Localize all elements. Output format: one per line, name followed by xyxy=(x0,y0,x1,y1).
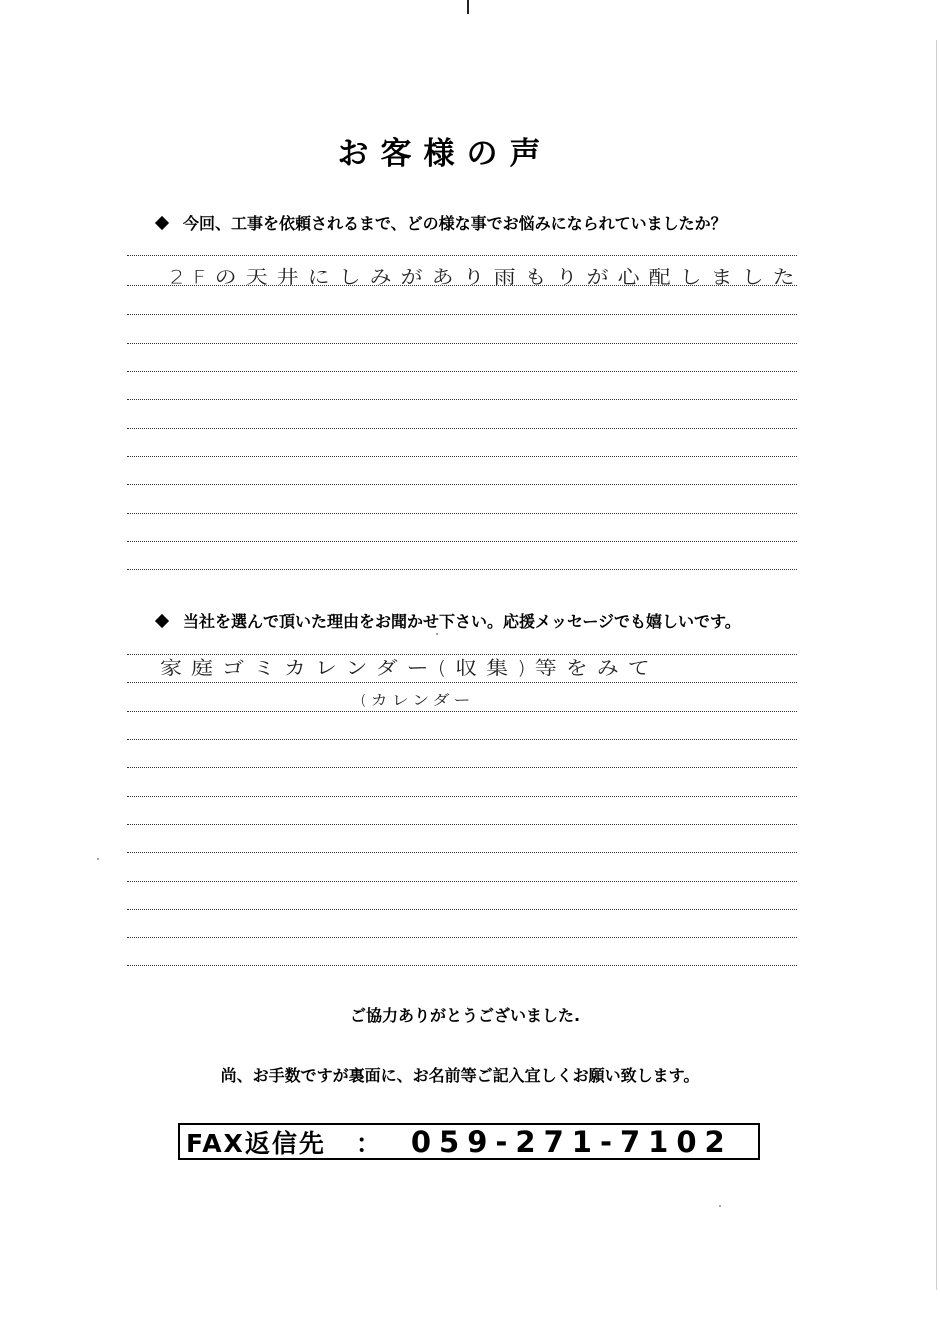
thanks-message: ご協力ありがとうございました. xyxy=(349,1006,581,1025)
ruled-line xyxy=(127,541,797,542)
ruled-line xyxy=(127,682,797,683)
ruled-line xyxy=(127,428,797,429)
ruled-line xyxy=(127,937,797,938)
question-2-label: 当社を選んで頂いた理由をお聞かせ下さい。応援メッセージでも嬉しいです。 xyxy=(183,612,741,631)
ruled-line xyxy=(127,881,797,882)
ruled-line xyxy=(127,824,797,825)
diamond-bullet-icon xyxy=(155,215,169,229)
scan-speck xyxy=(719,1205,721,1207)
answer-1-lines xyxy=(127,255,797,575)
scan-speck xyxy=(436,633,438,635)
scan-speck xyxy=(97,858,99,860)
ruled-line xyxy=(127,255,797,256)
diamond-bullet-icon xyxy=(155,613,169,627)
question-1-label: 今回、工事を依頼されるまで、どの様な事でお悩みになられていましたか？ xyxy=(183,214,727,233)
fax-separator: ： xyxy=(355,1128,381,1158)
ruled-line xyxy=(127,513,797,514)
ruled-line xyxy=(127,484,797,485)
ruled-line xyxy=(127,371,797,372)
handwritten-answer-1: 2Fの天井にしみがあり雨もりが心配しました xyxy=(170,267,804,289)
handwritten-answer-2-note: (カレンダー xyxy=(360,692,475,710)
ruled-line xyxy=(127,343,797,344)
scan-edge-mark xyxy=(467,0,469,14)
ruled-line xyxy=(127,909,797,910)
page-title: お客様の声 xyxy=(337,136,553,172)
ruled-line xyxy=(127,852,797,853)
ruled-line xyxy=(127,569,797,570)
ruled-line xyxy=(127,767,797,768)
ruled-line xyxy=(127,711,797,712)
ruled-line xyxy=(127,796,797,797)
ruled-line xyxy=(127,456,797,457)
ruled-line xyxy=(127,314,797,315)
scan-edge-line xyxy=(936,40,937,1290)
fax-number: 059-271-7102 xyxy=(410,1124,733,1159)
question-1 xyxy=(155,211,727,234)
reverse-side-note: 尚、お手数ですが裏面に、お名前等ご記入宜しくお願い致します。 xyxy=(220,1066,700,1085)
handwritten-answer-2: 家庭ゴミカレンダー(収集)等をみて xyxy=(160,658,659,680)
ruled-line xyxy=(127,739,797,740)
question-2 xyxy=(155,609,741,632)
ruled-line xyxy=(127,965,797,966)
fax-reply-box xyxy=(178,1123,760,1160)
ruled-line xyxy=(127,399,797,400)
fax-label: FAX返信先 xyxy=(186,1128,326,1158)
